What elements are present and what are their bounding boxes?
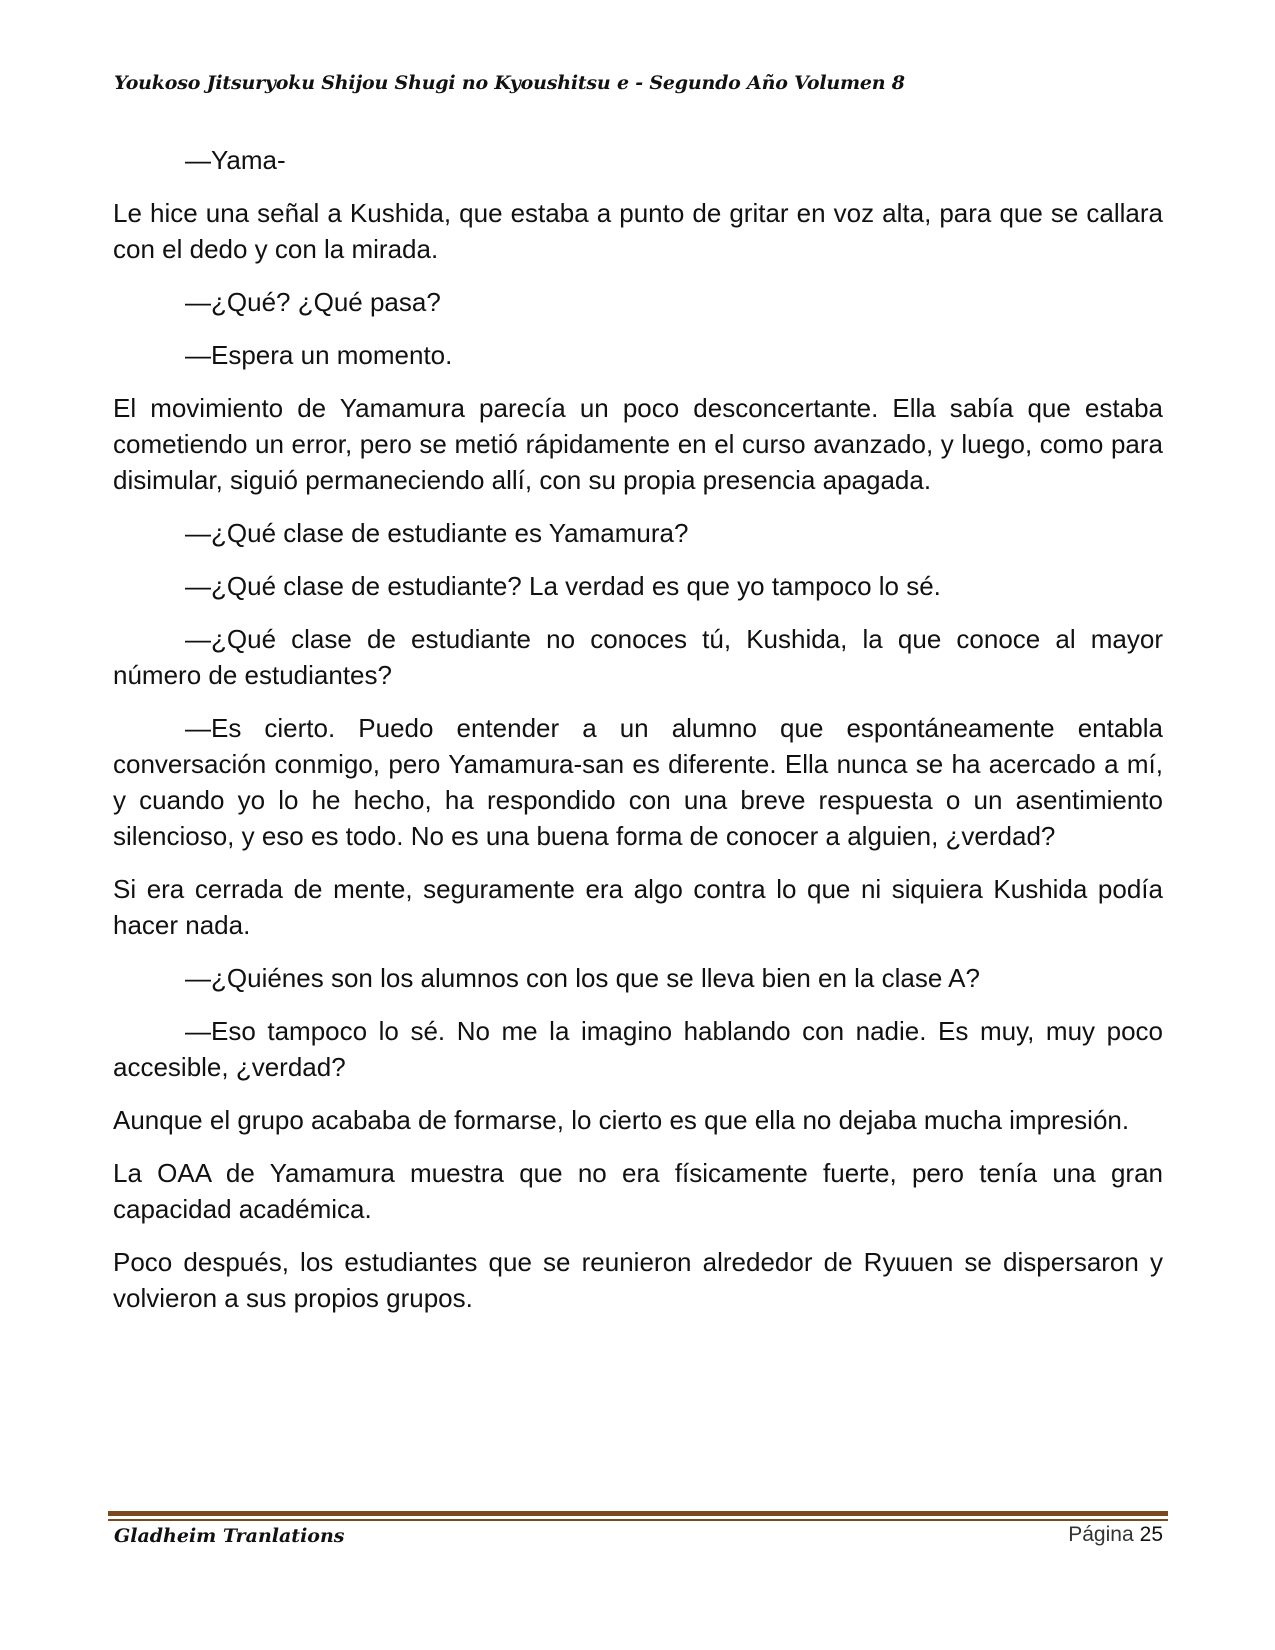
paragraph: —¿Qué clase de estudiante? La verdad es que yo tampoco lo sé.	[185, 571, 941, 601]
page-label: Página	[1068, 1523, 1134, 1546]
paragraph: Aunque el grupo acababa de formarse, lo cierto es que ella no dejaba mucha impresión.	[113, 1105, 1130, 1135]
paragraph: Si era cerrada de mente, seguramente era algo contra lo que ni siquiera Kushida podía hacer nada.	[113, 874, 1163, 940]
footer-rule-thin	[108, 1519, 1168, 1521]
footer-publisher: Gladheim Tranlations	[114, 1525, 345, 1547]
body-text	[113, 142, 1163, 1333]
paragraph: —Yama-	[185, 145, 286, 175]
paragraph: —¿Quiénes son los alumnos con los que se lleva bien en la clase A?	[185, 963, 980, 993]
paragraph: —¿Qué clase de estudiante es Yamamura?	[185, 518, 689, 548]
paragraph: —Es cierto. Puedo entender a un alumno que espontáneamente entabla conversación conmigo, pero Yamamura-san es diferente. Ella nunca se ha acercado a mí, y cuando yo lo he hecho, ha respondido con una breve respuesta o un asentimiento silencioso, y eso es todo. No es una buena forma de conocer a alguien, ¿verdad?	[113, 713, 1163, 851]
paragraph: La OAA de Yamamura muestra que no era físicamente fuerte, pero tenía una gran capacidad académica.	[113, 1158, 1163, 1224]
footer-rule-thick	[108, 1511, 1168, 1516]
page-number: 25	[1139, 1523, 1163, 1546]
running-header: Youkoso Jitsuryoku Shijou Shugi no Kyoushitsu e - Segundo Año Volumen 8	[114, 72, 905, 94]
paragraph: —¿Qué? ¿Qué pasa?	[185, 287, 441, 317]
page-number-block	[1068, 1523, 1163, 1547]
paragraph: Le hice una señal a Kushida, que estaba a punto de gritar en voz alta, para que se callara con el dedo y con la mirada.	[113, 198, 1163, 264]
paragraph: —Eso tampoco lo sé. No me la imagino hablando con nadie. Es muy, muy poco accesible, ¿verdad?	[113, 1016, 1163, 1082]
paragraph: El movimiento de Yamamura parecía un poco desconcertante. Ella sabía que estaba cometiendo un error, pero se metió rápidamente en el curso avanzado, y luego, como para disimular, siguió permaneciendo allí, con su propia presencia apagada.	[113, 393, 1163, 495]
paragraph: Poco después, los estudiantes que se reunieron alrededor de Ryuuen se dispersaron y volvieron a sus propios grupos.	[113, 1247, 1163, 1313]
paragraph: —Espera un momento.	[185, 340, 453, 370]
paragraph: —¿Qué clase de estudiante no conoces tú, Kushida, la que conoce al mayor número de estudiantes?	[113, 624, 1163, 690]
